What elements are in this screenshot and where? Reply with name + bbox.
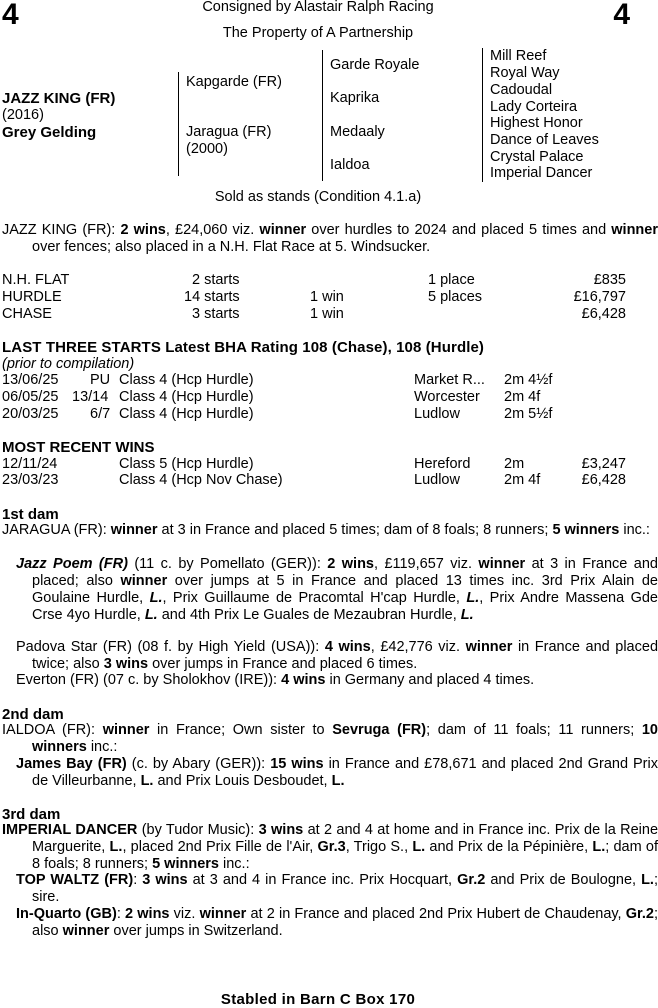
pedigree-sire: Kapgarde (FR) bbox=[186, 74, 282, 90]
lot-number-right: 4 bbox=[613, 0, 630, 31]
start-row bbox=[2, 389, 632, 406]
progeny-winner: winner bbox=[199, 906, 247, 922]
group-mark: Gr.3 bbox=[317, 839, 346, 855]
progeny-wins: 2 wins bbox=[327, 556, 374, 572]
listed-mark: L. bbox=[641, 872, 654, 888]
win-distance: 2m bbox=[504, 456, 525, 472]
listed-mark: L. bbox=[460, 607, 474, 623]
record-places: 1 place bbox=[428, 272, 475, 288]
lot-number-left: 4 bbox=[2, 0, 19, 31]
dam-text: IALDOA (FR): bbox=[2, 722, 103, 738]
progeny-text: at 3 and 4 in France inc. Prix Hocquart, bbox=[187, 872, 458, 888]
progeny-name: James Bay (FR) bbox=[16, 756, 127, 772]
progeny-text: viz. bbox=[169, 906, 200, 922]
progeny-text: over jumps in France and placed 6 times. bbox=[148, 656, 418, 672]
start-date: 20/03/25 bbox=[2, 406, 59, 422]
pedigree-dam-year: (2000) bbox=[186, 141, 228, 157]
record-prize: £6,428 bbox=[581, 306, 626, 322]
consignor-line: Consigned by Alastair Ralph Racing bbox=[202, 0, 434, 15]
dam-text: inc.: bbox=[218, 856, 250, 872]
win-course: Ludlow bbox=[414, 472, 460, 488]
win-course: Hereford bbox=[414, 456, 471, 472]
progeny-text: and Prix de Boulogne, bbox=[485, 872, 642, 888]
record-type: HURDLE bbox=[2, 289, 62, 305]
record-row bbox=[2, 306, 632, 323]
progeny-text: : bbox=[133, 872, 143, 888]
summary-winner: winner bbox=[259, 222, 307, 238]
progeny-text: in France and placed twice; also bbox=[32, 639, 658, 672]
pedigree-bracket-2 bbox=[322, 50, 323, 181]
record-prize: £16,797 bbox=[573, 289, 626, 305]
pedigree-bracket-1 bbox=[178, 72, 179, 176]
horse-year: (2016) bbox=[2, 107, 44, 123]
last-three-heading: LAST THREE STARTS Latest BHA Rating 108 (Chase), 108 (Hurdle) bbox=[2, 339, 485, 356]
summary-wins: 2 wins bbox=[120, 222, 166, 238]
progeny-text: and 4th Prix Le Guales de Mezaubran Hurdle, bbox=[157, 607, 461, 623]
record-prize: £835 bbox=[593, 272, 626, 288]
progeny-text: (c. by Abary (GER)): bbox=[126, 756, 271, 772]
progeny-everton bbox=[2, 672, 658, 689]
start-row bbox=[2, 406, 632, 423]
progeny-wins: 2 wins bbox=[125, 906, 170, 922]
progeny-text: over jumps in Switzerland. bbox=[109, 923, 283, 939]
progeny-jazz-poem bbox=[2, 556, 658, 624]
progeny-wins: 3 wins bbox=[142, 872, 188, 888]
pedigree-gen3-1: Mill Reef bbox=[490, 48, 547, 64]
progeny-wins: 3 wins bbox=[103, 656, 149, 672]
second-dam-intro bbox=[2, 722, 658, 756]
dam-text: inc.: bbox=[86, 739, 118, 755]
pedigree-gen2-1: Garde Royale bbox=[330, 57, 420, 73]
win-race: Class 5 (Hcp Hurdle) bbox=[119, 456, 254, 472]
start-position: 13/14 bbox=[72, 389, 109, 405]
listed-mark: L. bbox=[466, 590, 480, 606]
progeny-text: (11 c. by Pomellato (GER)): bbox=[127, 556, 328, 572]
summary-text: JAZZ KING (FR): bbox=[2, 222, 121, 238]
record-starts: 3 starts bbox=[192, 306, 240, 322]
win-row bbox=[2, 456, 632, 473]
dam-text: , Trigo S., bbox=[345, 839, 413, 855]
progeny-winner: winner bbox=[62, 923, 110, 939]
progeny-padova-star bbox=[2, 639, 658, 673]
listed-mark: L. bbox=[149, 590, 163, 606]
third-dam-intro bbox=[2, 822, 658, 873]
pedigree-gen3-5: Highest Honor bbox=[490, 115, 583, 131]
start-distance: 2m 4½f bbox=[504, 372, 553, 388]
dam-winner: winner bbox=[110, 522, 158, 538]
progeny-text: and Prix Louis Desboudet, bbox=[153, 773, 332, 789]
pedigree-gen3-7: Crystal Palace bbox=[490, 149, 584, 165]
progeny-text: Padova Star (FR) (08 f. by High Yield (USA)): bbox=[16, 639, 325, 655]
progeny-wins: 4 wins bbox=[324, 639, 371, 655]
last-three-note: (prior to compilation) bbox=[2, 356, 135, 372]
summary-winner: winner bbox=[611, 222, 658, 238]
start-race: Class 4 (Hcp Hurdle) bbox=[119, 372, 254, 388]
pedigree-gen3-6: Dance of Leaves bbox=[490, 132, 599, 148]
record-starts: 2 starts bbox=[192, 272, 240, 288]
start-race: Class 4 (Hcp Hurdle) bbox=[119, 406, 254, 422]
summary-text: over hurdles to 2024 and placed 5 times and bbox=[306, 222, 612, 238]
progeny-james-bay bbox=[2, 756, 658, 790]
third-dam-heading: 3rd dam bbox=[2, 806, 61, 823]
start-position: 6/7 bbox=[90, 406, 111, 422]
record-type: CHASE bbox=[2, 306, 52, 322]
listed-mark: L. bbox=[140, 773, 154, 789]
record-row bbox=[2, 289, 632, 306]
horse-sex: Grey Gelding bbox=[2, 124, 97, 141]
progeny-text: : bbox=[116, 906, 126, 922]
sale-condition: Sold as stands (Condition 4.1.a) bbox=[214, 189, 422, 205]
progeny-text: , Prix Andre Massena Gde Crse 4yo Hurdle, bbox=[32, 590, 658, 623]
pedigree-bracket-3 bbox=[482, 48, 483, 182]
progeny-text: , Prix Guillaume de Pracomtal H'cap Hurdle, bbox=[162, 590, 467, 606]
progeny-text: ; sire. bbox=[32, 872, 658, 905]
progeny-text: over jumps at 5 in France and placed 13 times inc. 3rd Prix Alain de Goulaine Hurdle, bbox=[32, 573, 658, 606]
pedigree-dam: Jaragua (FR) bbox=[186, 124, 272, 140]
listed-mark: L. bbox=[109, 839, 123, 855]
record-places: 5 places bbox=[428, 289, 483, 305]
progeny-winner: winner bbox=[478, 556, 526, 572]
dam-text: at 3 in France and placed 5 times; dam of 8 foals; 8 runners; bbox=[157, 522, 553, 538]
dam-text: inc.: bbox=[619, 522, 650, 538]
pedigree-gen3-4: Lady Corteira bbox=[490, 99, 578, 115]
group-mark: Gr.2 bbox=[457, 872, 486, 888]
dam-winner: winner bbox=[102, 722, 150, 738]
progeny-name: Jazz Poem (FR) bbox=[16, 556, 128, 572]
progeny-text: at 2 in France and placed 2nd Prix Hubert de Chaudenay, bbox=[246, 906, 626, 922]
dam-text: ; dam of 8 foals; 8 runners; bbox=[32, 839, 658, 872]
win-row bbox=[2, 472, 632, 489]
listed-mark: L. bbox=[331, 773, 345, 789]
progeny-text: in Germany and placed 4 times. bbox=[325, 672, 535, 688]
progeny-text: in France and £78,671 and placed 2nd Grand Prix de Villeurbanne, bbox=[32, 756, 658, 789]
start-date: 06/05/25 bbox=[2, 389, 59, 405]
win-prize: £3,247 bbox=[581, 456, 626, 472]
pedigree-gen2-3: Medaaly bbox=[330, 124, 385, 140]
listed-mark: L. bbox=[144, 607, 158, 623]
progeny-name: TOP WALTZ (FR) bbox=[16, 872, 134, 888]
record-type: N.H. FLAT bbox=[2, 272, 70, 288]
record-starts: 14 starts bbox=[184, 289, 240, 305]
progeny-winner: winner bbox=[465, 639, 513, 655]
win-distance: 2m 4f bbox=[504, 472, 541, 488]
dam-winners-count: 5 winners bbox=[552, 522, 620, 538]
progeny-wins: 15 wins bbox=[270, 756, 324, 772]
dam-text: JARAGUA (FR): bbox=[2, 522, 111, 538]
second-dam-heading: 2nd dam bbox=[2, 706, 64, 723]
progeny-winner: winner bbox=[120, 573, 168, 589]
win-date: 23/03/23 bbox=[2, 472, 59, 488]
win-prize: £6,428 bbox=[581, 472, 626, 488]
start-distance: 2m 5½f bbox=[504, 406, 553, 422]
race-summary bbox=[2, 222, 658, 256]
start-race: Class 4 (Hcp Hurdle) bbox=[119, 389, 254, 405]
progeny-name: In-Quarto (GB) bbox=[16, 906, 117, 922]
progeny-text: , £119,657 viz. bbox=[374, 556, 479, 572]
stabling-footer: Stabled in Barn C Box 170 bbox=[220, 991, 416, 1008]
record-row bbox=[2, 272, 632, 289]
dam-winners-count: 10 winners bbox=[32, 722, 658, 755]
sister-name: Sevruga (FR) bbox=[332, 722, 427, 738]
recent-wins-heading: MOST RECENT WINS bbox=[2, 439, 155, 456]
progeny-text: ; also bbox=[32, 906, 658, 939]
dam-text: (by Tudor Music): bbox=[137, 822, 259, 838]
dam-winners-count: 5 winners bbox=[152, 856, 219, 872]
win-race: Class 4 (Hcp Nov Chase) bbox=[119, 472, 283, 488]
progeny-wins: 4 wins bbox=[281, 672, 326, 688]
pedigree-gen3-3: Cadoudal bbox=[490, 82, 553, 98]
dam-text: at 2 and 4 at home and in France inc. Prix de la Reine Marguerite, bbox=[32, 822, 658, 855]
record-wins: 1 win bbox=[310, 289, 344, 305]
progeny-top-waltz bbox=[2, 872, 658, 906]
win-date: 12/11/24 bbox=[2, 456, 58, 472]
pedigree-gen2-2: Kaprika bbox=[330, 90, 380, 106]
pedigree-gen2-4: Ialdoa bbox=[330, 157, 370, 173]
start-date: 13/06/25 bbox=[2, 372, 59, 388]
dam-wins: 3 wins bbox=[258, 822, 304, 838]
start-course: Worcester bbox=[414, 389, 480, 405]
start-distance: 2m 4f bbox=[504, 389, 541, 405]
summary-text: , £24,060 viz. bbox=[165, 222, 260, 238]
dam-name: IMPERIAL DANCER bbox=[2, 822, 138, 838]
start-course: Market R... bbox=[414, 372, 485, 388]
property-line: The Property of A Partnership bbox=[222, 25, 414, 41]
listed-mark: L. bbox=[412, 839, 426, 855]
progeny-in-quarto bbox=[2, 906, 658, 940]
dam-text: in France; Own sister to bbox=[149, 722, 333, 738]
horse-name: JAZZ KING (FR) bbox=[2, 90, 116, 107]
progeny-text: , £42,776 viz. bbox=[370, 639, 466, 655]
listed-mark: L. bbox=[592, 839, 606, 855]
start-course: Ludlow bbox=[414, 406, 460, 422]
start-row bbox=[2, 372, 632, 389]
record-wins: 1 win bbox=[310, 306, 344, 322]
summary-text: over fences; also placed in a N.H. Flat Race at 5. Windsucker. bbox=[32, 239, 431, 255]
group-mark: Gr.2 bbox=[625, 906, 654, 922]
pedigree-gen3-2: Royal Way bbox=[490, 65, 560, 81]
progeny-text: Everton (FR) (07 c. by Sholokhov (IRE)): bbox=[16, 672, 282, 688]
progeny-text: at 3 in France and placed; also bbox=[32, 556, 658, 589]
first-dam-heading: 1st dam bbox=[2, 506, 59, 523]
dam-text: and Prix de la Pépinière, bbox=[425, 839, 593, 855]
pedigree-gen3-8: Imperial Dancer bbox=[490, 165, 593, 181]
start-position: PU bbox=[90, 372, 111, 388]
dam-text: , placed 2nd Prix Fille de l'Air, bbox=[122, 839, 318, 855]
first-dam-intro bbox=[2, 522, 658, 539]
dam-text: ; dam of 11 foals; 11 runners; bbox=[426, 722, 642, 738]
